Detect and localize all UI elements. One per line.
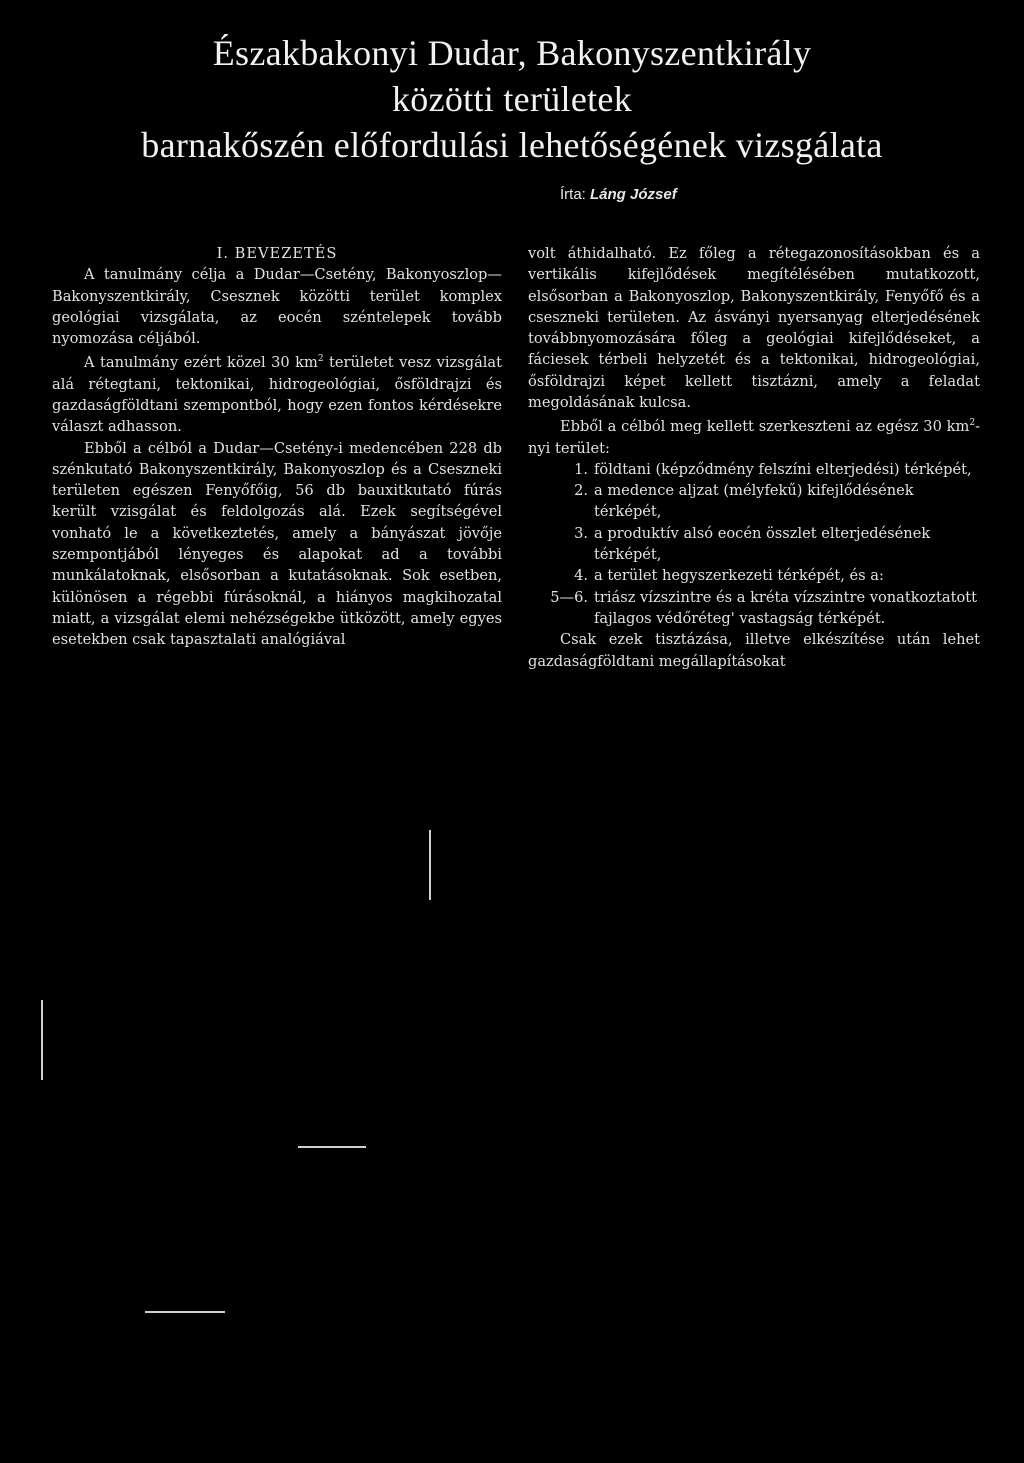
byline-prefix: Írta: — [560, 186, 586, 203]
section-heading: I. BEVEZETÉS — [216, 245, 338, 262]
right-paragraph-2-text: Ebből a célból meg kellett szerkeszteni az egész 30 km — [560, 418, 970, 436]
intro-paragraph-2-text: A tanulmány ezért közel 30 km — [84, 354, 318, 372]
list-item — [528, 565, 980, 586]
list-item-number: 2. — [574, 482, 588, 500]
right-paragraph-1: volt áthidalható. Ez főleg a rétegazonosításokban és a vertikális kifejlődések megítélésében mutatkozott, elsősorban a Bakonyoszlop, Bakonyszentkirály, Fenyőfő és a cseszneki területen. Az ásványi nyersanyag elterjedésének továbbnyomozására főleg a geológiai kifejlődéseket, a fáciesek térbeli helyzetét és a tektonikai, hidrogeológiai, ősföldrajzi képet kellett tisztázni, amely a feladat megoldásának kulcsa. — [528, 245, 980, 412]
list-item — [528, 587, 980, 630]
map-list — [528, 459, 980, 629]
scan-scratch — [298, 1146, 366, 1148]
list-item — [528, 480, 980, 523]
list-item-number: 1. — [574, 460, 588, 478]
km-superscript: 2 — [317, 354, 324, 365]
list-item-text: triász vízszintre és a kréta vízszintre vonatkoztatott fajlagos védőréteg' vastagság térképét. — [594, 588, 977, 627]
scan-scratch — [429, 830, 431, 900]
right-paragraph-2-rest: -nyi terület: — [528, 418, 980, 457]
km-superscript: 2 — [969, 418, 976, 429]
byline — [560, 186, 677, 203]
list-item-text: a medence aljzat (mélyfekű) kifejlődésének térképét, — [594, 482, 914, 521]
list-item — [528, 523, 980, 566]
title-line-2: közötti területek — [391, 79, 632, 119]
intro-paragraph-2-rest: területet vesz vizsgálat alá rétegtani, tektonikai, hidrogeológiai, ősföldrajzi és gazdaságföldtani szempontból, hogy ezen fontos kérdésekre választ adhasson. — [52, 354, 502, 436]
scan-scratch — [145, 1311, 225, 1313]
author-name: Láng József — [590, 186, 677, 203]
list-item-text: a produktív alsó eocén összlet elterjedésének térképét, — [594, 524, 931, 564]
intro-paragraph-2 — [52, 349, 502, 437]
title-line-1: Északbakonyi Dudar, Bakonyszentkirály — [212, 33, 812, 73]
right-column — [528, 243, 980, 672]
list-item-text: földtani (képződmény felszíni elterjedési) térképét, — [594, 460, 972, 478]
right-paragraph-2 — [528, 413, 980, 458]
intro-paragraph-3: Ebből a célból a Dudar—Csetény-i medencében 228 db szénkutató Bakonyszentkirály, Bakonyoszlop és a Cseszneki területen egészen Fenyőfőig, 56 db bauxitkutató fúrás került vzisgálat és feldolgozás alá. Ezek segítségével vonható le a következtetés, amely a bányászat jövője szempontjából lényeges és alapokat ad a további munkálatoknak, elsősorban a kutatásoknak. Sok esetben, különösen a régebbi fúrásoknál, a hiányos magkihozatal miatt, a vizsgálat elemi nehézségekbe ütközött, amely egyes esetekben csak tapasztalati analógiával — [52, 439, 502, 649]
left-column — [52, 243, 502, 651]
scan-scratch — [41, 1000, 43, 1080]
article-title — [0, 30, 1024, 168]
intro-paragraph-1: A tanulmány célja a Dudar—Csetény, Bakonyoszlop—Bakonyszentkirály, Csesznek közötti terület komplex geológiai vizsgálata, az eocén széntelepek tovább nyomozása céljából. — [52, 266, 502, 348]
list-item-text: a terület hegyszerkezeti térképét, és a: — [594, 567, 884, 585]
list-item-number: 4. — [574, 567, 588, 585]
list-item-number: 5—6. — [550, 588, 588, 606]
list-item-number: 3. — [574, 524, 588, 542]
title-line-3: barnakőszén előfordulási lehetőségének vizsgálata — [141, 125, 883, 165]
right-paragraph-3: Csak ezek tisztázása, illetve elkészítése után lehet gazdaságföldtani megállapításokat — [528, 631, 980, 670]
list-item — [528, 459, 980, 480]
